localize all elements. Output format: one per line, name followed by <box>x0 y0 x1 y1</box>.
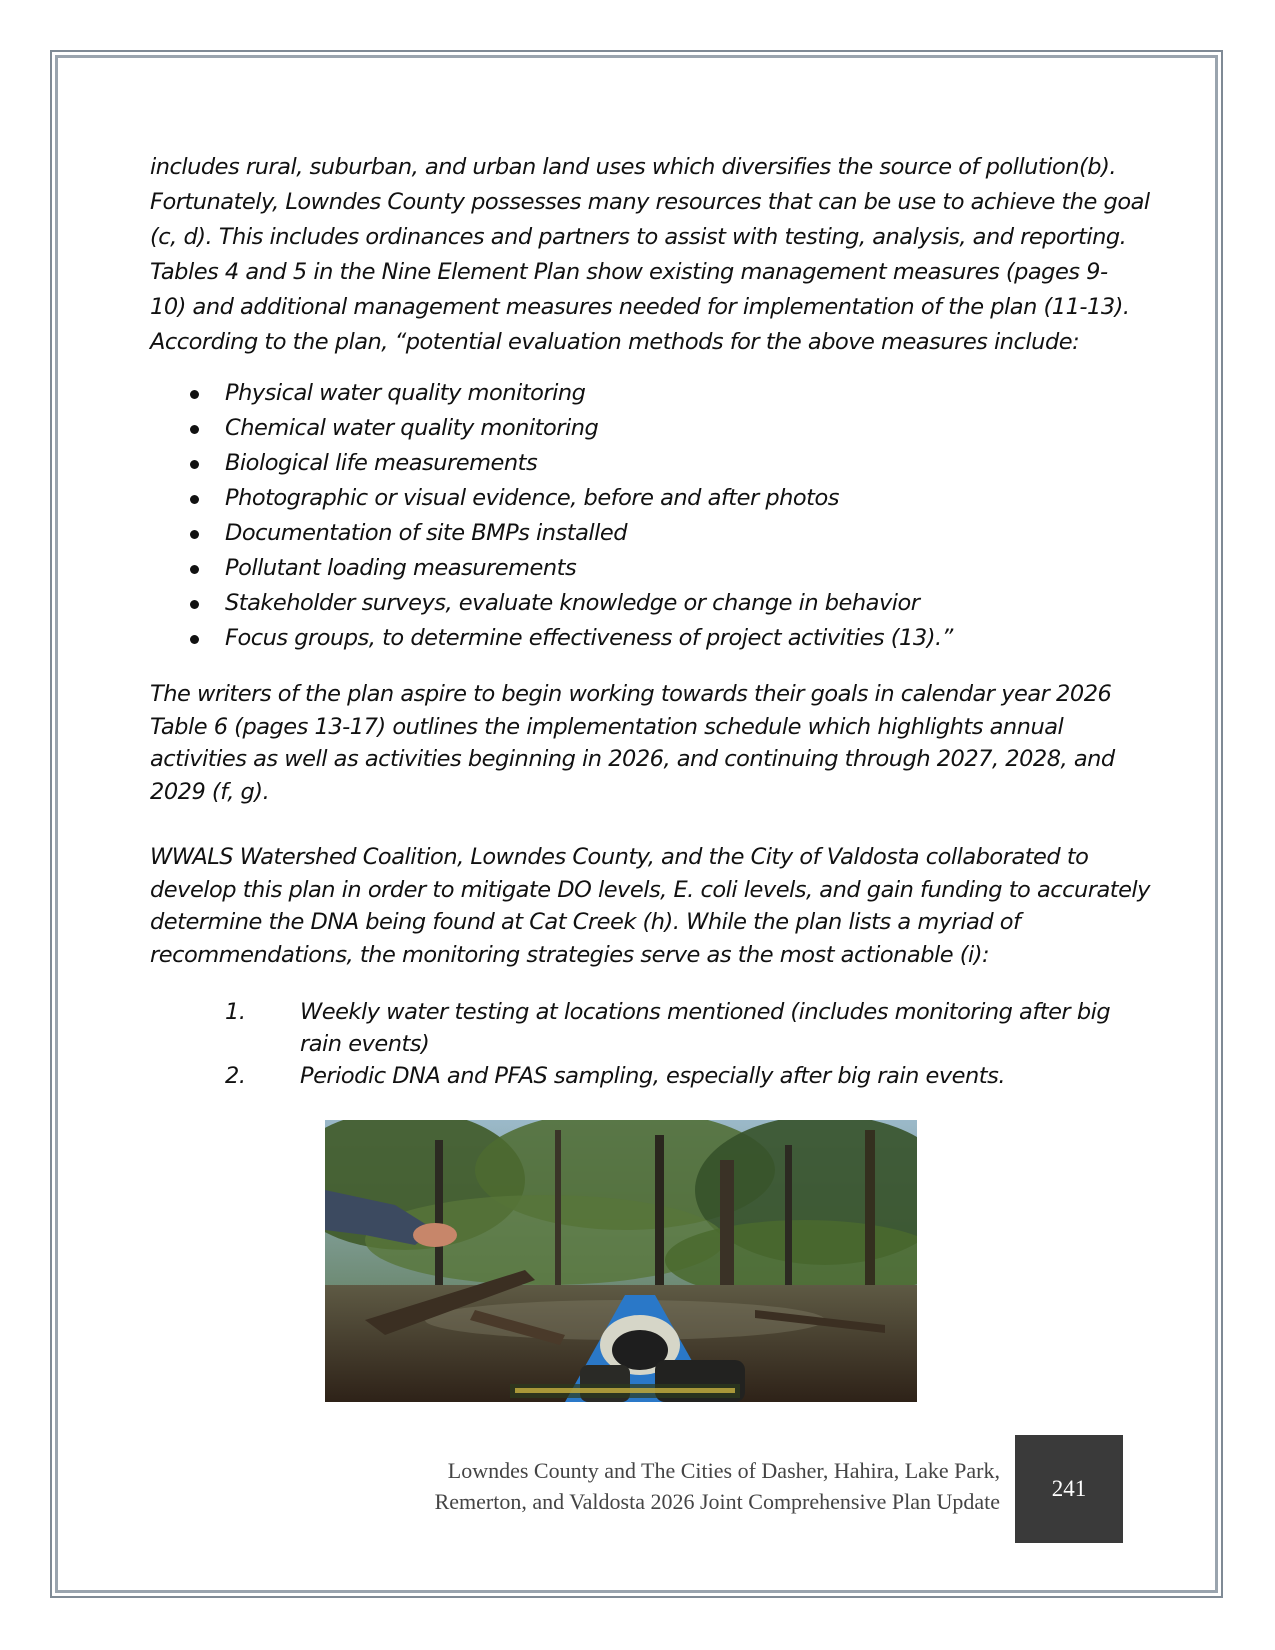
list-item-text: Physical water quality monitoring <box>225 380 586 406</box>
bullet-icon <box>190 565 199 574</box>
list-item <box>150 1060 1135 1092</box>
bullet-icon <box>190 635 199 644</box>
text-line: (c, d). This includes ordinances and partners to assist with testing, analysis, and reporting. <box>150 224 1127 250</box>
paragraph-schedule <box>150 678 1135 808</box>
list-item-text: Periodic DNA and PFAS sampling, especially after big rain events. <box>300 1063 1005 1089</box>
bullet-icon <box>190 460 199 469</box>
text-line: According to the plan, “potential evaluation methods for the above measures include: <box>150 329 1080 355</box>
text-line: 10) and additional management measures needed for implementation of the plan (11-13). <box>150 294 1130 320</box>
list-item-text: Focus groups, to determine effectiveness of project activities (13).” <box>225 625 953 651</box>
list-item <box>150 446 1135 481</box>
list-item-text: Stakeholder surveys, evaluate knowledge or change in behavior <box>225 590 920 616</box>
text-line: determine the DNA being found at Cat Creek (h). While the plan lists a myriad of <box>150 909 1021 935</box>
list-number: 2. <box>225 1063 246 1089</box>
list-item <box>150 586 1135 621</box>
list-item-text: rain events) <box>300 1031 430 1057</box>
list-item <box>150 996 1135 1060</box>
page-number: 241 <box>1051 1476 1087 1501</box>
list-item <box>150 481 1135 516</box>
paragraph-evaluation-intro <box>150 150 1150 360</box>
cat-creek-photo <box>325 1120 917 1402</box>
list-item-text: Pollutant loading measurements <box>225 555 577 581</box>
monitoring-strategies-list <box>150 996 1135 1092</box>
bullet-icon <box>190 495 199 504</box>
list-item-text: Photographic or visual evidence, before and after photos <box>225 485 839 511</box>
text-line: includes rural, suburban, and urban land uses which diversifies the source of pollution(b). <box>150 154 1117 180</box>
bullet-icon <box>190 530 199 539</box>
text-line: WWALS Watershed Coalition, Lowndes County, and the City of Valdosta collaborated to <box>150 844 1089 870</box>
list-item-text: Documentation of site BMPs installed <box>225 520 627 546</box>
list-item <box>150 516 1135 551</box>
text-line: Table 6 (pages 13-17) outlines the implementation schedule which highlights annual <box>150 713 1064 740</box>
bullet-icon <box>190 600 199 609</box>
text-line: 2029 (f, g). <box>150 778 270 805</box>
footer-line: Remerton, and Valdosta 2026 Joint Comprehensive Plan Update <box>434 1489 1000 1514</box>
footer-line: Lowndes County and The Cities of Dasher, Hahira, Lake Park, <box>447 1458 1000 1483</box>
page-number-badge <box>1015 1435 1123 1543</box>
list-number: 1. <box>225 999 246 1025</box>
bullet-icon <box>190 425 199 434</box>
bullet-icon <box>190 390 199 399</box>
list-item <box>150 411 1135 446</box>
page-body <box>150 150 1150 1092</box>
list-item <box>150 551 1135 586</box>
paragraph-collaboration <box>150 841 1150 971</box>
list-item-text: Weekly water testing at locations mentioned (includes monitoring after big <box>300 999 1111 1025</box>
list-item-text: Biological life measurements <box>225 450 538 476</box>
footer-document-title <box>330 1455 1000 1517</box>
text-line: The writers of the plan aspire to begin working towards their goals in calendar year 2026 <box>150 681 1112 707</box>
text-line: activities as well as activities beginning in 2026, and continuing through 2027, 2028, and <box>150 746 1115 772</box>
text-line: recommendations, the monitoring strategies serve as the most actionable (i): <box>150 941 990 968</box>
text-line: develop this plan in order to mitigate DO levels, E. coli levels, and gain funding to accurately <box>150 876 1150 903</box>
list-item <box>150 376 1135 411</box>
text-line: Fortunately, Lowndes County possesses many resources that can be use to achieve the goal <box>150 189 1150 215</box>
text-line: Tables 4 and 5 in the Nine Element Plan show existing management measures (pages 9- <box>150 259 1108 285</box>
cat-creek-photo-drawing <box>325 1120 917 1402</box>
list-item-text: Chemical water quality monitoring <box>225 415 599 441</box>
list-item <box>150 621 1135 656</box>
evaluation-methods-list <box>150 376 1135 656</box>
